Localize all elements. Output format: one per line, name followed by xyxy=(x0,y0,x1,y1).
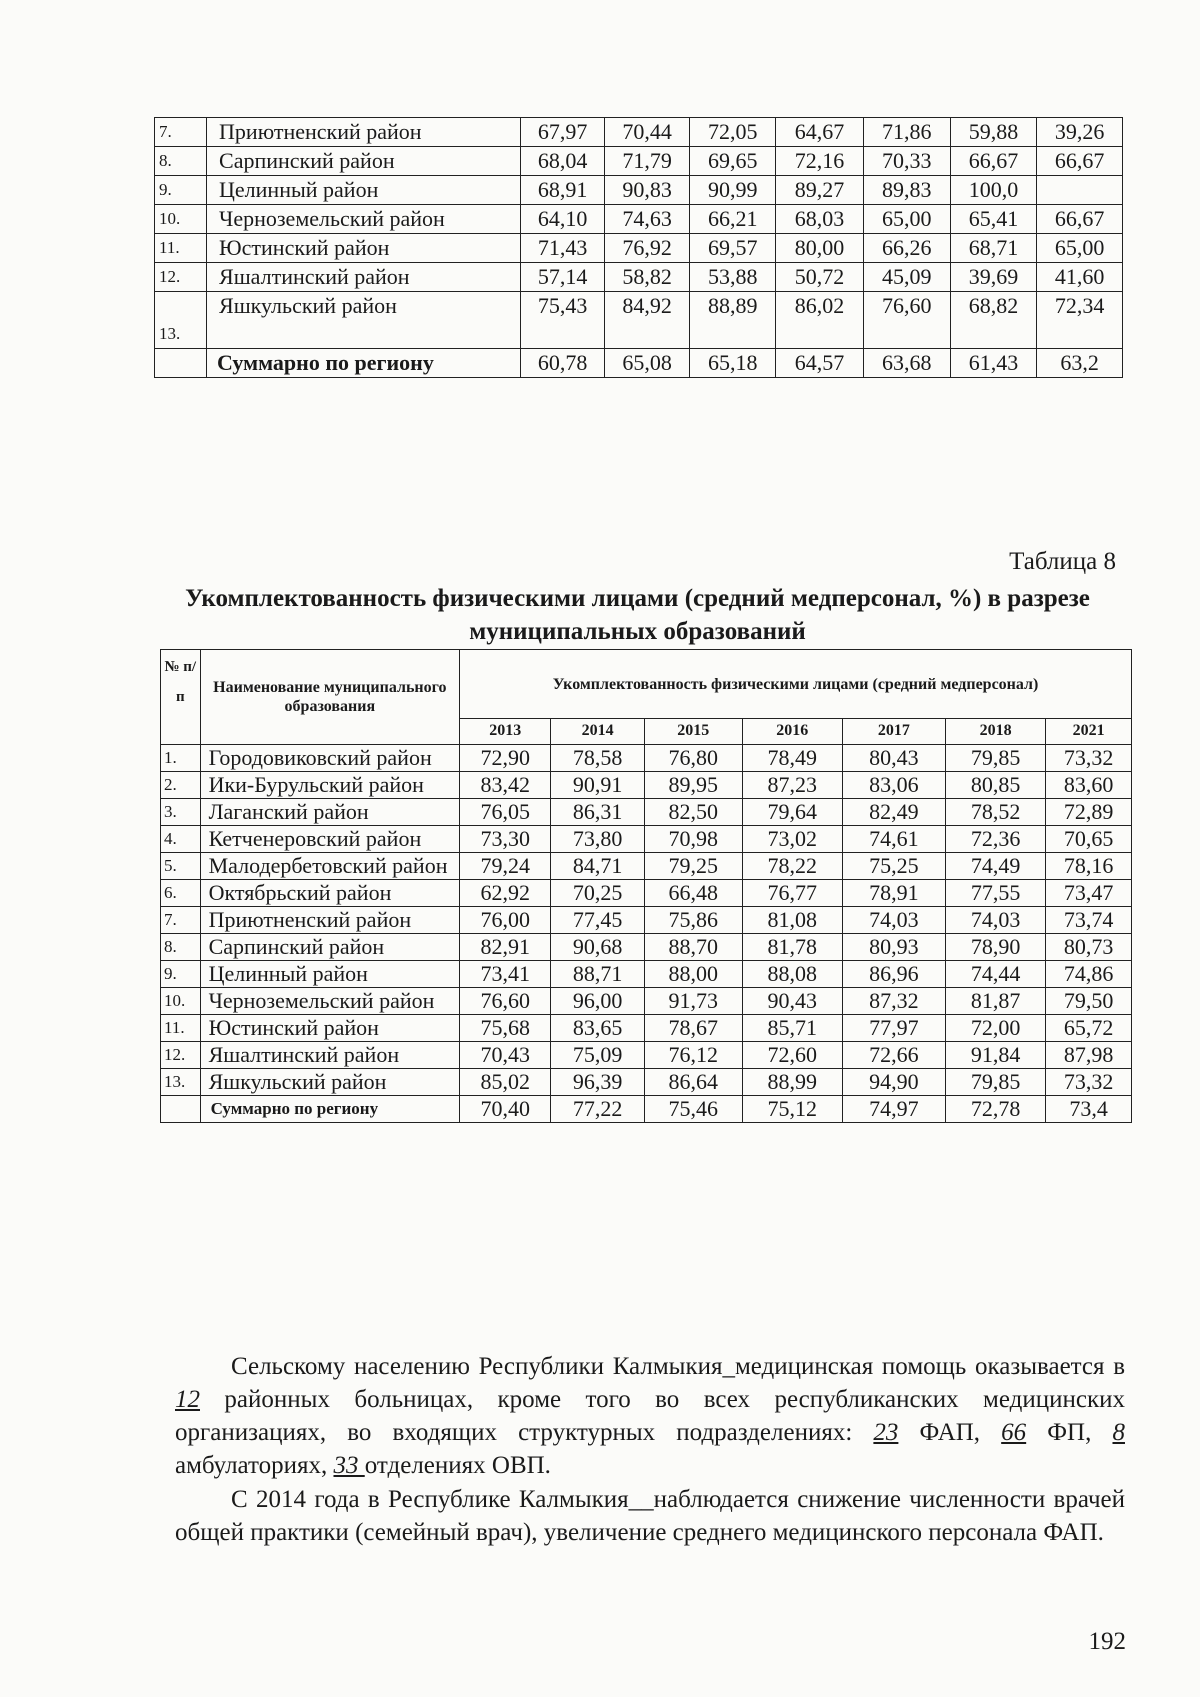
district-name: Лаганский район xyxy=(200,799,460,826)
value-cell: 75,09 xyxy=(551,1042,644,1069)
value-cell: 82,50 xyxy=(644,799,742,826)
value-cell: 68,03 xyxy=(776,205,864,234)
value-cell: 75,43 xyxy=(521,292,604,349)
value-cell: 70,33 xyxy=(863,147,950,176)
summary-value: 77,22 xyxy=(551,1096,644,1123)
summary-value: 70,40 xyxy=(460,1096,551,1123)
year-header: 2017 xyxy=(842,719,945,745)
value-cell: 72,90 xyxy=(460,745,551,772)
value-cell: 90,43 xyxy=(742,988,842,1015)
summary-value: 64,57 xyxy=(776,349,864,378)
district-name: Яшкульский район xyxy=(207,292,521,349)
value-cell: 89,83 xyxy=(863,176,950,205)
value-cell: 68,04 xyxy=(521,147,604,176)
summary-value: 73,4 xyxy=(1046,1096,1132,1123)
year-header: 2014 xyxy=(551,719,644,745)
table-row xyxy=(161,907,1132,934)
value-cell: 88,08 xyxy=(742,961,842,988)
value-cell xyxy=(1037,176,1123,205)
row-number: 7. xyxy=(161,907,201,934)
summary-value: 75,46 xyxy=(644,1096,742,1123)
value-cell: 80,43 xyxy=(842,745,945,772)
table-row xyxy=(155,292,1123,349)
value-cell: 72,05 xyxy=(690,118,776,147)
value-cell: 74,49 xyxy=(946,853,1046,880)
value-cell: 89,27 xyxy=(776,176,864,205)
table-row xyxy=(161,1069,1132,1096)
value-cell: 96,39 xyxy=(551,1069,644,1096)
fap-count: 23 xyxy=(873,1419,899,1446)
year-header: 2013 xyxy=(460,719,551,745)
value-cell: 83,06 xyxy=(842,772,945,799)
district-name: Юстинский район xyxy=(200,1015,460,1042)
row-number: 3. xyxy=(161,799,201,826)
value-cell: 81,78 xyxy=(742,934,842,961)
value-cell: 91,73 xyxy=(644,988,742,1015)
value-cell: 64,10 xyxy=(521,205,604,234)
value-cell: 70,65 xyxy=(1046,826,1132,853)
value-cell: 77,97 xyxy=(842,1015,945,1042)
district-name: Яшалтинский район xyxy=(207,263,521,292)
value-cell: 76,92 xyxy=(604,234,690,263)
district-name: Черноземельский район xyxy=(207,205,521,234)
summary-value: 75,12 xyxy=(742,1096,842,1123)
district-name: Городовиковский район xyxy=(200,745,460,772)
district-name: Приютненский район xyxy=(207,118,521,147)
summary-label: Суммарно по региону xyxy=(207,349,521,378)
value-cell: 39,26 xyxy=(1037,118,1123,147)
value-cell: 73,02 xyxy=(742,826,842,853)
district-name: Яшкульский район xyxy=(200,1069,460,1096)
value-cell: 76,60 xyxy=(460,988,551,1015)
value-cell: 87,98 xyxy=(1046,1042,1132,1069)
value-cell: 71,79 xyxy=(604,147,690,176)
table-continuation xyxy=(154,117,1123,378)
table-row xyxy=(161,988,1132,1015)
row-number: 8. xyxy=(155,147,207,176)
value-cell: 79,64 xyxy=(742,799,842,826)
value-cell: 75,86 xyxy=(644,907,742,934)
table-row xyxy=(155,118,1123,147)
row-number: 4. xyxy=(161,826,201,853)
ambulatory-count: 8 xyxy=(1112,1419,1125,1446)
value-cell: 79,50 xyxy=(1046,988,1132,1015)
value-cell: 75,25 xyxy=(842,853,945,880)
paragraph-1-text: амбулаториях, xyxy=(175,1452,334,1479)
header-number: № п/ п xyxy=(161,650,201,745)
value-cell: 71,43 xyxy=(521,234,604,263)
value-cell: 69,65 xyxy=(690,147,776,176)
value-cell: 81,87 xyxy=(946,988,1046,1015)
row-number: 13. xyxy=(161,1069,201,1096)
row-number: 12. xyxy=(155,263,207,292)
row-number: 12. xyxy=(161,1042,201,1069)
value-cell: 66,48 xyxy=(644,880,742,907)
value-cell: 39,69 xyxy=(950,263,1037,292)
value-cell: 73,80 xyxy=(551,826,644,853)
value-cell: 74,63 xyxy=(604,205,690,234)
value-cell: 74,44 xyxy=(946,961,1046,988)
table-row xyxy=(155,176,1123,205)
value-cell: 64,67 xyxy=(776,118,864,147)
table-row xyxy=(161,934,1132,961)
district-name: Яшалтинский район xyxy=(200,1042,460,1069)
value-cell: 85,02 xyxy=(460,1069,551,1096)
value-cell: 89,95 xyxy=(644,772,742,799)
district-name: Малодербетовский район xyxy=(200,853,460,880)
value-cell: 88,99 xyxy=(742,1069,842,1096)
district-name: Юстинский район xyxy=(207,234,521,263)
value-cell: 72,89 xyxy=(1046,799,1132,826)
summary-value: 74,97 xyxy=(842,1096,945,1123)
row-number: 9. xyxy=(161,961,201,988)
value-cell: 84,71 xyxy=(551,853,644,880)
row-number xyxy=(161,1096,201,1123)
value-cell: 96,00 xyxy=(551,988,644,1015)
district-name: Приютненский район xyxy=(200,907,460,934)
value-cell: 86,64 xyxy=(644,1069,742,1096)
value-cell: 66,67 xyxy=(950,147,1037,176)
district-name: Целинный район xyxy=(207,176,521,205)
value-cell: 88,89 xyxy=(690,292,776,349)
value-cell: 67,97 xyxy=(521,118,604,147)
table-row xyxy=(155,205,1123,234)
value-cell: 80,93 xyxy=(842,934,945,961)
value-cell: 73,30 xyxy=(460,826,551,853)
value-cell: 79,85 xyxy=(946,1069,1046,1096)
value-cell: 73,32 xyxy=(1046,745,1132,772)
value-cell: 79,25 xyxy=(644,853,742,880)
value-cell: 78,91 xyxy=(842,880,945,907)
value-cell: 87,32 xyxy=(842,988,945,1015)
value-cell: 85,71 xyxy=(742,1015,842,1042)
year-header: 2018 xyxy=(946,719,1046,745)
row-number: 10. xyxy=(155,205,207,234)
value-cell: 68,71 xyxy=(950,234,1037,263)
value-cell: 72,60 xyxy=(742,1042,842,1069)
value-cell: 74,03 xyxy=(946,907,1046,934)
value-cell: 76,80 xyxy=(644,745,742,772)
staffing-table xyxy=(160,649,1132,1123)
value-cell: 75,68 xyxy=(460,1015,551,1042)
value-cell: 72,00 xyxy=(946,1015,1046,1042)
value-cell: 45,09 xyxy=(863,263,950,292)
value-cell: 70,98 xyxy=(644,826,742,853)
value-cell: 41,60 xyxy=(1037,263,1123,292)
value-cell: 69,57 xyxy=(690,234,776,263)
value-cell: 57,14 xyxy=(521,263,604,292)
value-cell: 83,65 xyxy=(551,1015,644,1042)
district-name: Октябрьский район xyxy=(200,880,460,907)
row-number: 11. xyxy=(161,1015,201,1042)
value-cell: 50,72 xyxy=(776,263,864,292)
value-cell: 70,43 xyxy=(460,1042,551,1069)
value-cell: 66,26 xyxy=(863,234,950,263)
value-cell: 91,84 xyxy=(946,1042,1046,1069)
value-cell: 70,25 xyxy=(551,880,644,907)
district-name: Кетченеровский район xyxy=(200,826,460,853)
value-cell: 68,91 xyxy=(521,176,604,205)
value-cell: 66,21 xyxy=(690,205,776,234)
value-cell: 86,96 xyxy=(842,961,945,988)
value-cell: 84,92 xyxy=(604,292,690,349)
summary-value: 65,08 xyxy=(604,349,690,378)
row-number: 8. xyxy=(161,934,201,961)
table-row xyxy=(161,826,1132,853)
table-row xyxy=(161,880,1132,907)
value-cell: 78,22 xyxy=(742,853,842,880)
value-cell: 90,68 xyxy=(551,934,644,961)
summary-value: 60,78 xyxy=(521,349,604,378)
value-cell: 81,08 xyxy=(742,907,842,934)
table-row xyxy=(161,772,1132,799)
table-row xyxy=(161,1042,1132,1069)
value-cell: 65,00 xyxy=(863,205,950,234)
value-cell: 82,49 xyxy=(842,799,945,826)
row-number xyxy=(155,349,207,378)
value-cell: 77,45 xyxy=(551,907,644,934)
value-cell: 70,44 xyxy=(604,118,690,147)
value-cell: 100,0 xyxy=(950,176,1037,205)
row-number: 7. xyxy=(155,118,207,147)
value-cell: 73,41 xyxy=(460,961,551,988)
ovp-count: 33 xyxy=(333,1452,365,1479)
value-cell: 74,03 xyxy=(842,907,945,934)
summary-value: 72,78 xyxy=(946,1096,1046,1123)
value-cell: 73,74 xyxy=(1046,907,1132,934)
value-cell: 80,00 xyxy=(776,234,864,263)
table-row xyxy=(155,234,1123,263)
value-cell: 79,24 xyxy=(460,853,551,880)
value-cell: 82,91 xyxy=(460,934,551,961)
value-cell: 90,91 xyxy=(551,772,644,799)
value-cell: 78,90 xyxy=(946,934,1046,961)
year-header: 2016 xyxy=(742,719,842,745)
value-cell: 78,16 xyxy=(1046,853,1132,880)
summary-row xyxy=(155,349,1123,378)
paragraph-1-text: отделениях ОВП. xyxy=(364,1452,551,1479)
summary-value: 63,68 xyxy=(863,349,950,378)
value-cell: 86,02 xyxy=(776,292,864,349)
district-name: Сарпинский район xyxy=(200,934,460,961)
summary-value: 63,2 xyxy=(1037,349,1123,378)
paragraph-1-text: ФАП, xyxy=(898,1419,1002,1446)
row-number: 11. xyxy=(155,234,207,263)
value-cell: 88,71 xyxy=(551,961,644,988)
paragraph-1-text: ФП, xyxy=(1026,1419,1113,1446)
district-name: Ики-Бурульский район xyxy=(200,772,460,799)
value-cell: 65,41 xyxy=(950,205,1037,234)
value-cell: 72,16 xyxy=(776,147,864,176)
table-caption: Таблица 8 xyxy=(1009,548,1116,575)
value-cell: 78,49 xyxy=(742,745,842,772)
value-cell: 72,66 xyxy=(842,1042,945,1069)
value-cell: 71,86 xyxy=(863,118,950,147)
value-cell: 86,31 xyxy=(551,799,644,826)
value-cell: 76,05 xyxy=(460,799,551,826)
value-cell: 72,34 xyxy=(1037,292,1123,349)
table-row xyxy=(155,263,1123,292)
row-number: 9. xyxy=(155,176,207,205)
table-row xyxy=(161,745,1132,772)
value-cell: 62,92 xyxy=(460,880,551,907)
table-title: Укомплектованность физическими лицами (средний медперсонал, %) в разрезе муниципальных образований xyxy=(185,585,1090,645)
hospitals-count: 12 xyxy=(175,1386,200,1413)
value-cell: 80,73 xyxy=(1046,934,1132,961)
value-cell: 72,36 xyxy=(946,826,1046,853)
year-header: 2015 xyxy=(644,719,742,745)
value-cell: 76,60 xyxy=(863,292,950,349)
district-name: Черноземельский район xyxy=(200,988,460,1015)
summary-value: 61,43 xyxy=(950,349,1037,378)
summary-label: Суммарно по региону xyxy=(200,1096,460,1123)
table-row xyxy=(161,853,1132,880)
row-number: 6. xyxy=(161,880,201,907)
row-number: 13. xyxy=(155,292,207,349)
paragraph-1-text: Сельскому населению Республики Калмыкия_медицинская помощь оказывается в xyxy=(231,1353,1125,1380)
fp-count: 66 xyxy=(1001,1419,1027,1446)
value-cell: 80,85 xyxy=(946,772,1046,799)
value-cell: 79,85 xyxy=(946,745,1046,772)
value-cell: 83,42 xyxy=(460,772,551,799)
paragraph-2 xyxy=(175,1483,1125,1549)
header-group: Укомплектованность физическими лицами (средний медперсонал) xyxy=(460,650,1132,719)
row-number: 1. xyxy=(161,745,201,772)
district-name: Целинный район xyxy=(200,961,460,988)
value-cell: 65,72 xyxy=(1046,1015,1132,1042)
page-number: 192 xyxy=(1088,1628,1126,1655)
table-row xyxy=(161,799,1132,826)
value-cell: 73,32 xyxy=(1046,1069,1132,1096)
value-cell: 77,55 xyxy=(946,880,1046,907)
value-cell: 90,83 xyxy=(604,176,690,205)
value-cell: 78,67 xyxy=(644,1015,742,1042)
header-name: Наименование муниципального образования xyxy=(200,650,460,745)
value-cell: 73,47 xyxy=(1046,880,1132,907)
paragraph-1 xyxy=(175,1350,1125,1482)
row-number: 10. xyxy=(161,988,201,1015)
paragraph-1-text: районных больницах, кроме того во всех республиканских медицинских организациях, во входящих структурных подразделениях: xyxy=(175,1386,1125,1446)
row-number: 5. xyxy=(161,853,201,880)
summary-value: 65,18 xyxy=(690,349,776,378)
value-cell: 68,82 xyxy=(950,292,1037,349)
value-cell: 74,61 xyxy=(842,826,945,853)
year-header: 2021 xyxy=(1046,719,1132,745)
value-cell: 65,00 xyxy=(1037,234,1123,263)
paragraph-2-text: С 2014 года в Республике Калмыкия__наблюдается снижение численности врачей общей практики (семейный врач), увеличение среднего медицинского персонала ФАП. xyxy=(175,1486,1125,1546)
table-row xyxy=(161,961,1132,988)
value-cell: 88,00 xyxy=(644,961,742,988)
value-cell: 58,82 xyxy=(604,263,690,292)
value-cell: 90,99 xyxy=(690,176,776,205)
value-cell: 76,12 xyxy=(644,1042,742,1069)
summary-row xyxy=(161,1096,1132,1123)
value-cell: 83,60 xyxy=(1046,772,1132,799)
row-number: 2. xyxy=(161,772,201,799)
value-cell: 66,67 xyxy=(1037,147,1123,176)
district-name: Сарпинский район xyxy=(207,147,521,176)
value-cell: 94,90 xyxy=(842,1069,945,1096)
table-row xyxy=(155,147,1123,176)
value-cell: 66,67 xyxy=(1037,205,1123,234)
value-cell: 53,88 xyxy=(690,263,776,292)
value-cell: 78,52 xyxy=(946,799,1046,826)
value-cell: 76,77 xyxy=(742,880,842,907)
value-cell: 59,88 xyxy=(950,118,1037,147)
value-cell: 87,23 xyxy=(742,772,842,799)
value-cell: 76,00 xyxy=(460,907,551,934)
value-cell: 78,58 xyxy=(551,745,644,772)
value-cell: 88,70 xyxy=(644,934,742,961)
value-cell: 74,86 xyxy=(1046,961,1132,988)
table-row xyxy=(161,1015,1132,1042)
